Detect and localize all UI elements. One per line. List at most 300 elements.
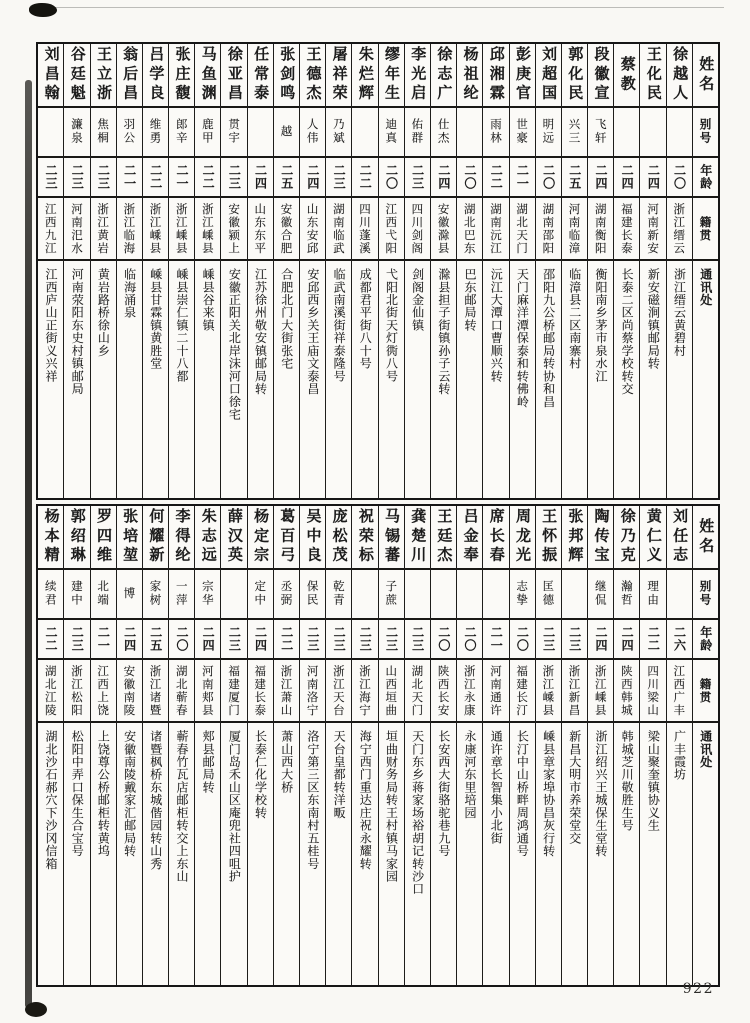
- person-alias-cell: 维勇: [143, 108, 168, 158]
- person-origin-cell: 陕西长安: [431, 660, 456, 723]
- person-name-cell: 张庄馥: [169, 44, 194, 108]
- person-age-cell: 二〇: [431, 620, 456, 660]
- person-name-cell: 李光启: [405, 44, 430, 108]
- scan-artifact-bottom-smudge: [25, 1002, 47, 1017]
- person-alias-cell: 丞弼: [274, 570, 299, 620]
- person-column: [666, 506, 692, 985]
- person-age-cell: 二三: [326, 158, 351, 198]
- person-address-cell: 新昌大明市养荣堂交: [567, 730, 582, 845]
- person-origin-cell: 河南新安: [640, 198, 665, 261]
- person-name-cell: 刘昌翰: [38, 44, 63, 108]
- person-age-cell: 二三: [405, 158, 430, 198]
- person-address-cell: 广丰霞坊: [672, 730, 687, 781]
- person-origin-cell: 河南临漳: [562, 198, 587, 261]
- person-alias-cell: 子蔗: [379, 570, 404, 620]
- person-column: [220, 506, 246, 985]
- person-address-cell: 上饶尊公桥邮柜转黄坞: [96, 730, 111, 858]
- person-address-cell: 江西庐山正街义兴祥: [44, 268, 59, 383]
- person-address-cell: 浙江绍兴王城保生堂转: [593, 730, 608, 858]
- person-alias-cell: [457, 108, 482, 158]
- person-address-cell: 嵊县谷来镇: [201, 268, 216, 332]
- person-column: [430, 44, 456, 498]
- person-address-cell: 安邱西乡关王庙文泰昌: [305, 268, 320, 396]
- person-name-cell: 李得纶: [169, 506, 194, 570]
- person-origin-cell: 福建长泰: [614, 198, 639, 261]
- person-column: [404, 44, 430, 498]
- person-age-cell: 二四: [588, 158, 613, 198]
- person-alias-cell: 家树: [143, 570, 168, 620]
- person-address-cell: 厦门岛禾山区庵兜社四咀护: [227, 730, 242, 883]
- person-column: [509, 44, 535, 498]
- person-name-cell: 缪年生: [379, 44, 404, 108]
- person-address-cell: 韩城芝川敬胜生号: [620, 730, 635, 832]
- person-alias-cell: 迪真: [379, 108, 404, 158]
- person-name-cell: 席长春: [483, 506, 508, 570]
- person-age-cell: 二三: [38, 158, 63, 198]
- person-address-cell: 安徽正阳关北岸沫河口徐宅: [227, 268, 242, 421]
- person-origin-cell: 河南通许: [483, 660, 508, 723]
- directory-tables: [36, 42, 720, 987]
- person-age-cell: 二四: [300, 158, 325, 198]
- person-column: [142, 44, 168, 498]
- person-address-cell: 弋阳北街天灯衖八号: [384, 268, 399, 383]
- person-column: [639, 506, 665, 985]
- person-name-cell: 张剑鸣: [274, 44, 299, 108]
- person-age-cell: 二三: [221, 158, 246, 198]
- person-address-cell: 嵊县章家埠协昌灰行转: [541, 730, 556, 858]
- person-origin-cell: 浙江海宁: [352, 660, 377, 723]
- directory-table-bottom: [36, 504, 720, 987]
- person-column: [38, 506, 63, 985]
- person-name-cell: 屠祥荣: [326, 44, 351, 108]
- person-name-cell: 杨定宗: [248, 506, 273, 570]
- row-header-column: [692, 44, 718, 498]
- person-alias-cell: [38, 108, 63, 158]
- person-age-cell: 二四: [640, 158, 665, 198]
- person-alias-cell: [667, 108, 692, 158]
- person-column: [194, 506, 220, 985]
- person-age-cell: 二三: [64, 620, 89, 660]
- person-alias-cell: 理由: [640, 570, 665, 620]
- person-origin-cell: 湖北天门: [510, 198, 535, 261]
- person-alias-cell: [405, 570, 430, 620]
- person-age-cell: 二三: [379, 620, 404, 660]
- person-origin-cell: 浙江缙云: [667, 198, 692, 261]
- person-name-cell: 徐志广: [431, 44, 456, 108]
- person-address-cell: 诸暨枫桥东城偕园转山秀: [148, 730, 163, 870]
- person-age-cell: 二二: [195, 158, 220, 198]
- person-address-cell: 河南荥阳东史村镇邮局: [70, 268, 85, 396]
- person-column: [482, 506, 508, 985]
- person-name-cell: 蔡教: [614, 44, 639, 108]
- person-origin-cell: 浙江松阳: [64, 660, 89, 723]
- person-name-cell: 郭绍琳: [64, 506, 89, 570]
- person-alias-cell: 明远: [536, 108, 561, 158]
- person-age-cell: 二五: [143, 620, 168, 660]
- person-age-cell: 二〇: [457, 158, 482, 198]
- row-header-address: 通讯处: [698, 268, 713, 307]
- person-name-cell: 龚楚川: [405, 506, 430, 570]
- person-origin-cell: 江西广丰: [667, 660, 692, 723]
- person-name-cell: 翁后昌: [117, 44, 142, 108]
- person-age-cell: 二三: [300, 620, 325, 660]
- person-column: [247, 506, 273, 985]
- person-address-cell: 成都君平街八十号: [358, 268, 373, 370]
- person-age-cell: 二二: [483, 158, 508, 198]
- person-name-cell: 王化民: [640, 44, 665, 108]
- person-origin-cell: 江西弋阳: [379, 198, 404, 261]
- row-header-age: 年龄: [693, 620, 718, 660]
- person-name-cell: 马鱼渊: [195, 44, 220, 108]
- person-alias-cell: [667, 570, 692, 620]
- person-age-cell: 二四: [248, 620, 273, 660]
- person-origin-cell: 安徽滁县: [431, 198, 456, 261]
- person-age-cell: 二一: [510, 158, 535, 198]
- person-name-cell: 周龙光: [510, 506, 535, 570]
- person-age-cell: 二三: [536, 620, 561, 660]
- person-address-cell: 衡阳南乡茅市泉水江: [593, 268, 608, 383]
- person-column: [639, 44, 665, 498]
- person-name-cell: 王怀振: [536, 506, 561, 570]
- person-alias-cell: 建中: [64, 570, 89, 620]
- person-column: [142, 506, 168, 985]
- person-column: [561, 44, 587, 498]
- person-alias-cell: 北端: [91, 570, 116, 620]
- person-name-cell: 吕学良: [143, 44, 168, 108]
- person-column: [168, 506, 194, 985]
- person-age-cell: 二一: [169, 158, 194, 198]
- person-origin-cell: 浙江新昌: [562, 660, 587, 723]
- person-name-cell: 邱湘霖: [483, 44, 508, 108]
- person-name-cell: 罗四维: [91, 506, 116, 570]
- person-origin-cell: 四川梁山: [640, 660, 665, 723]
- person-column: [351, 44, 377, 498]
- person-origin-cell: 湖北巴东: [457, 198, 482, 261]
- person-age-cell: 二二: [640, 620, 665, 660]
- person-column: [430, 506, 456, 985]
- person-name-cell: 张邦辉: [562, 506, 587, 570]
- person-age-cell: 二一: [483, 620, 508, 660]
- person-alias-cell: 博: [117, 570, 142, 620]
- person-age-cell: 二二: [38, 620, 63, 660]
- person-column: [613, 506, 639, 985]
- row-header-alias: 别号: [693, 108, 718, 158]
- person-age-cell: 二二: [143, 158, 168, 198]
- person-name-cell: 刘超国: [536, 44, 561, 108]
- person-column: [535, 44, 561, 498]
- person-name-cell: 马锡蕃: [379, 506, 404, 570]
- person-age-cell: 二四: [614, 620, 639, 660]
- person-alias-cell: 雨林: [483, 108, 508, 158]
- person-address-cell: 新安磁涧镇邮局转: [646, 268, 661, 370]
- person-address-cell: 江苏徐州敬安镇邮局转: [253, 268, 268, 396]
- person-age-cell: 二三: [326, 620, 351, 660]
- person-name-cell: 葛百弓: [274, 506, 299, 570]
- person-origin-cell: 河南洛宁: [300, 660, 325, 723]
- person-name-cell: 郭化民: [562, 44, 587, 108]
- person-column: [325, 506, 351, 985]
- person-alias-cell: 定中: [248, 570, 273, 620]
- person-name-cell: 朱志远: [195, 506, 220, 570]
- person-age-cell: 二四: [614, 158, 639, 198]
- person-alias-cell: 继侃: [588, 570, 613, 620]
- person-address-cell: 永康河东里培园: [463, 730, 478, 820]
- person-age-cell: 二〇: [667, 158, 692, 198]
- person-alias-cell: 志挚: [510, 570, 535, 620]
- person-address-cell: 萧山西大桥: [279, 730, 294, 794]
- person-name-cell: 吕金奉: [457, 506, 482, 570]
- person-address-cell: 沅江大潭口曹顺兴转: [489, 268, 504, 383]
- person-age-cell: 二四: [117, 620, 142, 660]
- person-age-cell: 二三: [64, 158, 89, 198]
- person-alias-cell: 乃斌: [326, 108, 351, 158]
- person-column: [613, 44, 639, 498]
- person-age-cell: 二〇: [536, 158, 561, 198]
- person-name-cell: 杨祖纶: [457, 44, 482, 108]
- row-header-alias: 别号: [693, 570, 718, 620]
- person-address-cell: 邵阳九公桥邮局转协和昌: [541, 268, 556, 408]
- person-name-cell: 杨本精: [38, 506, 63, 570]
- person-name-cell: 何耀新: [143, 506, 168, 570]
- person-column: [378, 506, 404, 985]
- person-address-cell: 巴东邮局转: [463, 268, 478, 332]
- person-age-cell: 二一: [91, 620, 116, 660]
- person-age-cell: 二〇: [457, 620, 482, 660]
- person-address-cell: 天门东乡蒋家场裕胡记转沙口: [410, 730, 425, 896]
- person-origin-cell: 福建长汀: [510, 660, 535, 723]
- person-origin-cell: 安徽南陵: [117, 660, 142, 723]
- person-address-cell: 海宁西门重达庄祝永耀转: [358, 730, 373, 870]
- person-column: [116, 44, 142, 498]
- person-age-cell: 二三: [221, 620, 246, 660]
- person-column: [456, 506, 482, 985]
- person-age-cell: 二三: [352, 620, 377, 660]
- person-address-cell: 洛宁第三区东南村五桂号: [305, 730, 320, 870]
- person-address-cell: 黄岩路桥徐山乡: [96, 268, 111, 358]
- person-name-cell: 任常泰: [248, 44, 273, 108]
- person-name-cell: 徐越人: [667, 44, 692, 108]
- person-column: [482, 44, 508, 498]
- person-origin-cell: 四川剑阁: [405, 198, 430, 261]
- person-origin-cell: 江西九江: [38, 198, 63, 261]
- person-origin-cell: 湖北蕲春: [169, 660, 194, 723]
- person-origin-cell: 浙江嵊县: [195, 198, 220, 261]
- person-origin-cell: 湖南邵阳: [536, 198, 561, 261]
- person-name-cell: 朱烂辉: [352, 44, 377, 108]
- person-origin-cell: 浙江嵊县: [143, 198, 168, 261]
- person-address-cell: 浙江缙云黄碧村: [672, 268, 687, 358]
- person-age-cell: 二五: [274, 158, 299, 198]
- person-address-cell: 长安西大街骆驼巷九号: [436, 730, 451, 858]
- person-address-cell: 梁山聚奎镇协义生: [646, 730, 661, 832]
- person-address-cell: 湖北沙石郝穴下沙冈信箱: [44, 730, 59, 870]
- person-column: [509, 506, 535, 985]
- person-age-cell: 二〇: [510, 620, 535, 660]
- person-address-cell: 长泰仁化学校转: [253, 730, 268, 820]
- person-address-cell: 嵊县崇仁镇二十八都: [174, 268, 189, 383]
- scan-artifact-top-smudge: [29, 3, 57, 17]
- person-alias-cell: 贯宇: [221, 108, 246, 158]
- person-column: [273, 506, 299, 985]
- person-column: [299, 44, 325, 498]
- person-alias-cell: 焦桐: [91, 108, 116, 158]
- person-origin-cell: 浙江天台: [326, 660, 351, 723]
- person-column: [38, 44, 63, 498]
- person-origin-cell: 浙江临海: [117, 198, 142, 261]
- person-address-cell: 嵊县甘霖镇黄胜堂: [148, 268, 163, 370]
- person-address-cell: 松阳中弄口保生合宝号: [70, 730, 85, 858]
- person-age-cell: 二二: [352, 158, 377, 198]
- person-age-cell: 二二: [274, 620, 299, 660]
- person-address-cell: 安徽南陵戴家汇邮局转: [122, 730, 137, 858]
- person-age-cell: 二〇: [379, 158, 404, 198]
- row-header-name: 姓名: [693, 44, 718, 108]
- person-column: [90, 44, 116, 498]
- person-origin-cell: 浙江诸暨: [143, 660, 168, 723]
- person-age-cell: 二五: [562, 158, 587, 198]
- person-address-cell: 临武南溪街祥泰隆号: [332, 268, 347, 383]
- person-name-cell: 庞松茂: [326, 506, 351, 570]
- person-name-cell: 谷廷魁: [64, 44, 89, 108]
- person-column: [325, 44, 351, 498]
- person-alias-cell: [248, 108, 273, 158]
- person-origin-cell: 湖北江陵: [38, 660, 63, 723]
- person-column: [351, 506, 377, 985]
- person-address-cell: 合肥北门大街张宅: [279, 268, 294, 370]
- person-name-cell: 段徽宣: [588, 44, 613, 108]
- person-column: [63, 44, 89, 498]
- person-origin-cell: 河南汜水: [64, 198, 89, 261]
- person-name-cell: 黄仁义: [640, 506, 665, 570]
- person-origin-cell: 湖南沅江: [483, 198, 508, 261]
- person-alias-cell: 佑群: [405, 108, 430, 158]
- person-age-cell: 二四: [195, 620, 220, 660]
- person-origin-cell: 山东安邱: [300, 198, 325, 261]
- person-alias-cell: [457, 570, 482, 620]
- person-origin-cell: 浙江嵊县: [536, 660, 561, 723]
- person-age-cell: 二〇: [169, 620, 194, 660]
- person-address-cell: 剑阁金仙镇: [410, 268, 425, 332]
- person-name-cell: 陶传宝: [588, 506, 613, 570]
- person-alias-cell: 世豪: [510, 108, 535, 158]
- person-origin-cell: 山西垣曲: [379, 660, 404, 723]
- person-origin-cell: 陕西韩城: [614, 660, 639, 723]
- person-alias-cell: [562, 570, 587, 620]
- person-origin-cell: 山东东平: [248, 198, 273, 261]
- person-name-cell: 王立浙: [91, 44, 116, 108]
- row-header-name: 姓名: [693, 506, 718, 570]
- person-alias-cell: 乾青: [326, 570, 351, 620]
- person-age-cell: 二三: [405, 620, 430, 660]
- person-column: [63, 506, 89, 985]
- person-address-cell: 滁县担子街镇孙子云转: [436, 268, 451, 396]
- directory-table-top: [36, 42, 720, 500]
- row-header-column: [692, 506, 718, 985]
- person-alias-cell: 一萍: [169, 570, 194, 620]
- person-column: [456, 44, 482, 498]
- person-column: [194, 44, 220, 498]
- row-header-age: 年龄: [693, 158, 718, 198]
- scan-artifact-top-line: [32, 7, 724, 8]
- person-origin-cell: 浙江嵊县: [588, 660, 613, 723]
- person-address-cell: 临漳县二区南寨村: [567, 268, 582, 370]
- person-name-cell: 薛汉英: [221, 506, 246, 570]
- person-alias-cell: [431, 570, 456, 620]
- person-name-cell: 张培堃: [117, 506, 142, 570]
- person-column: [378, 44, 404, 498]
- person-age-cell: 二六: [667, 620, 692, 660]
- person-column: [666, 44, 692, 498]
- person-name-cell: 祝荣标: [352, 506, 377, 570]
- person-origin-cell: 浙江萧山: [274, 660, 299, 723]
- person-alias-cell: 匡德: [536, 570, 561, 620]
- person-alias-cell: 濂泉: [64, 108, 89, 158]
- person-alias-cell: 宗华: [195, 570, 220, 620]
- person-column: [535, 506, 561, 985]
- person-origin-cell: 湖北天门: [405, 660, 430, 723]
- person-column: [220, 44, 246, 498]
- person-alias-cell: [614, 108, 639, 158]
- person-origin-cell: 安徽合肥: [274, 198, 299, 261]
- person-age-cell: 二三: [562, 620, 587, 660]
- person-address-cell: 天门麻洋潭保泰和转佛岭: [515, 268, 530, 408]
- person-alias-cell: 人伟: [300, 108, 325, 158]
- person-origin-cell: 江西上饶: [91, 660, 116, 723]
- person-alias-cell: 飞轩: [588, 108, 613, 158]
- person-column: [299, 506, 325, 985]
- person-alias-cell: 郎辛: [169, 108, 194, 158]
- person-alias-cell: [352, 108, 377, 158]
- person-origin-cell: 福建厦门: [221, 660, 246, 723]
- person-age-cell: 二三: [91, 158, 116, 198]
- person-alias-cell: 仕杰: [431, 108, 456, 158]
- person-column: [116, 506, 142, 985]
- person-address-cell: 天台皇都转洋畈: [332, 730, 347, 820]
- person-age-cell: 二四: [248, 158, 273, 198]
- person-origin-cell: 福建长泰: [248, 660, 273, 723]
- person-origin-cell: 湖南临武: [326, 198, 351, 261]
- person-origin-cell: 四川蓬溪: [352, 198, 377, 261]
- person-age-cell: 二四: [588, 620, 613, 660]
- person-origin-cell: 河南郏县: [195, 660, 220, 723]
- row-header-origin: 籍贯: [693, 660, 718, 723]
- person-name-cell: 吴中良: [300, 506, 325, 570]
- person-address-cell: 长汀中山桥畔周鸿通号: [515, 730, 530, 858]
- person-address-cell: 临海涌泉: [122, 268, 137, 319]
- person-column: [561, 506, 587, 985]
- person-column: [168, 44, 194, 498]
- person-alias-cell: 兴三: [562, 108, 587, 158]
- person-origin-cell: 浙江嵊县: [169, 198, 194, 261]
- person-alias-cell: [483, 570, 508, 620]
- person-address-cell: 蕲春竹瓦店邮柜转交上东山: [174, 730, 189, 883]
- person-origin-cell: 安徽颍上: [221, 198, 246, 261]
- person-column: [587, 44, 613, 498]
- person-column: [273, 44, 299, 498]
- person-address-cell: 垣曲财务局转王村镇马家园: [384, 730, 399, 883]
- person-origin-cell: 湖南衡阳: [588, 198, 613, 261]
- person-alias-cell: 鹿甲: [195, 108, 220, 158]
- person-age-cell: 二一: [117, 158, 142, 198]
- person-alias-cell: 续君: [38, 570, 63, 620]
- person-origin-cell: 浙江永康: [457, 660, 482, 723]
- person-alias-cell: 瀚哲: [614, 570, 639, 620]
- person-column: [90, 506, 116, 985]
- person-origin-cell: 浙江黄岩: [91, 198, 116, 261]
- person-column: [247, 44, 273, 498]
- person-address-cell: 郏县邮局转: [201, 730, 216, 794]
- person-name-cell: 王廷杰: [431, 506, 456, 570]
